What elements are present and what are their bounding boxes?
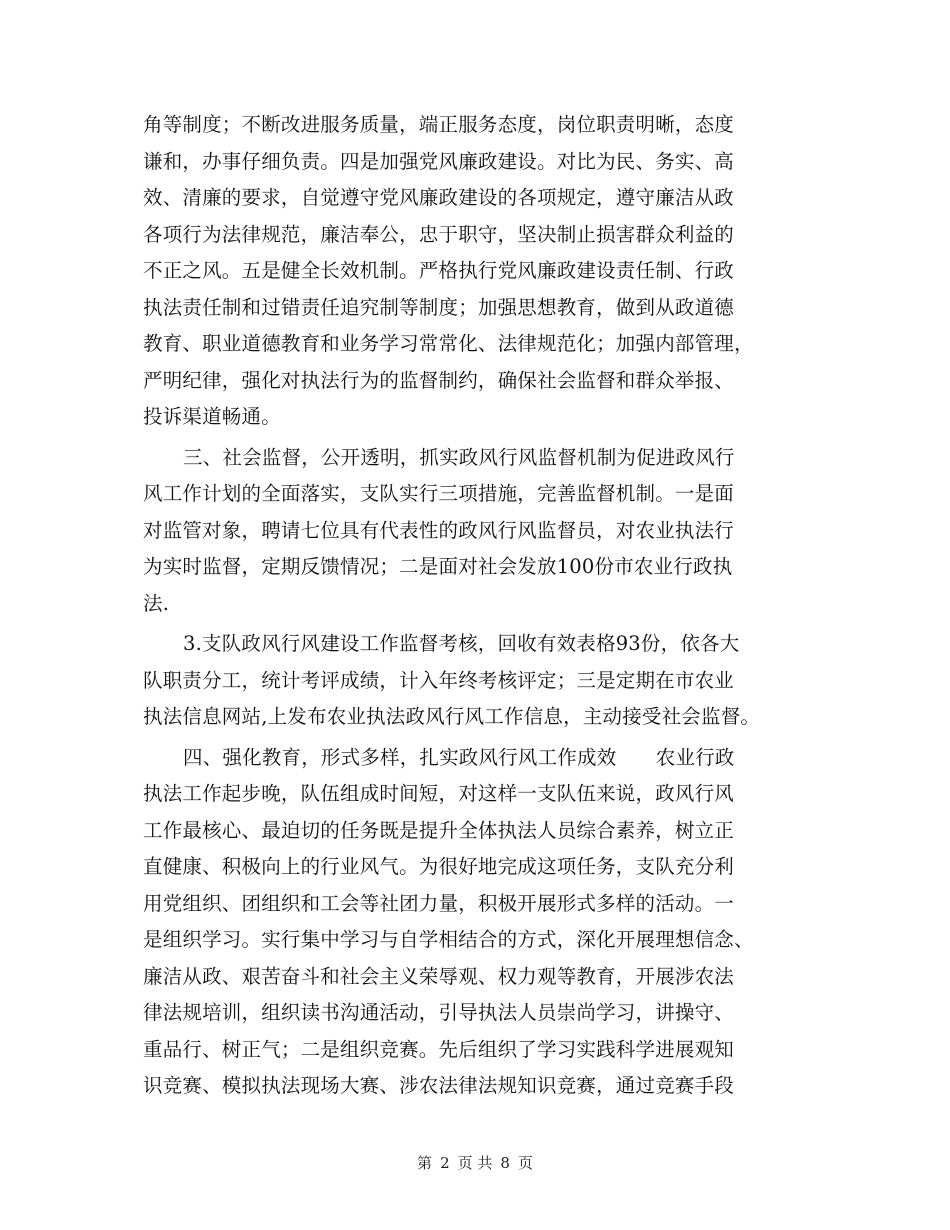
page-footer xyxy=(0,1152,950,1173)
text-line: 识竞赛、模拟执法现场大赛、涉农法律法规知识竞赛，通过竞赛手段 xyxy=(143,1074,735,1097)
text-line: 谦和，办事仔细负责。四是加强党风廉政建设。对比为民、务实、高 xyxy=(143,149,735,173)
footer-suffix: 页 xyxy=(517,1154,533,1172)
text-line: 风工作计划的全面落实，支队实行三项措施，完善监督机制。一是面 xyxy=(143,482,735,505)
paragraph xyxy=(143,107,833,436)
text-line: 效、清廉的要求，自觉遵守党风廉政建设的各项规定，遵守廉洁从政 xyxy=(143,186,735,209)
text-line: 不正之风。五是健全长效机制。严格执行党风廉政建设责任制、行政 xyxy=(143,259,735,282)
text-line: 角等制度；不断改进服务质量，端正服务态度，岗位职责明晰，态度 xyxy=(143,113,735,136)
text-line: 执法工作起步晚，队伍组成时间短，对这样一支队伍来说，政风行风 xyxy=(143,782,735,805)
text-line: 执法责任制和过错责任追究制等制度；加强思想教育，做到从政道德 xyxy=(143,295,735,319)
text-line: 严明纪律，强化对执法行为的监督制约，确保社会监督和群众举报、 xyxy=(143,368,735,392)
text-line: 重品行、树正气；二是组织竞赛。先后组织了学习实践科学进展观知 xyxy=(143,1037,735,1061)
text-line: 是组织学习。实行集中学习与自学相结合的方式，深化开展理想信念、 xyxy=(143,928,754,951)
text-line: 为实时监督，定期反馈情况；二是面对社会发放100份市农业行政执 xyxy=(143,555,733,578)
footer-middle: 页 共 xyxy=(457,1154,493,1172)
footer-prefix: 第 xyxy=(417,1154,433,1172)
text-line: 各项行为法律规范，廉洁奉公，忠于职守，坚决制止损害群众利益的 xyxy=(143,222,735,246)
text-line: 律法规培训，组织读书沟通活动，引导执法人员崇尚学习，讲操守、 xyxy=(143,1001,735,1024)
paragraph xyxy=(143,626,833,736)
text-line: 工作最核心、最迫切的任务既是提升全体执法人员综合素养，树立正 xyxy=(143,818,735,842)
text-line: 法. xyxy=(143,591,170,615)
footer-current-page: 2 xyxy=(440,1154,450,1172)
text-line: 用党组织、团组织和工会等社团力量，积极开展形式多样的活动。一 xyxy=(143,891,735,915)
text-line: 3.支队政风行风建设工作监督考核，回收有效表格93份，依各大 xyxy=(183,632,740,655)
text-line: 四、强化教育，形式多样，扎实政风行风工作成效 农业行政 xyxy=(183,745,735,769)
paragraph xyxy=(143,440,833,623)
text-line: 教育、职业道德教育和业务学习常常化、法律规范化；加强内部管理， xyxy=(143,332,754,355)
text-line: 执法信息网站,上发布农业执法政风行风工作信息，主动接受社会监督。 xyxy=(143,705,761,728)
text-line: 队职责分工，统计考评成绩，计入年终考核评定；三是定期在市农业 xyxy=(143,668,735,692)
paragraph xyxy=(143,740,833,1105)
text-line: 对监管对象，聘请七位具有代表性的政风行风监督员，对农业执法行 xyxy=(143,518,735,542)
footer-total-pages: 8 xyxy=(500,1154,510,1172)
text-line: 直健康、积极向上的行业风气。为很好地完成这项任务，支队充分利 xyxy=(143,855,735,878)
text-line: 投诉渠道畅通。 xyxy=(143,405,281,428)
text-line: 三、社会监督，公开透明，抓实政风行风监督机制为促进政风行 xyxy=(183,445,735,469)
text-line: 廉洁从政、艰苦奋斗和社会主义荣辱观、权力观等教育，开展涉农法 xyxy=(143,964,735,988)
document-body xyxy=(143,107,833,1109)
